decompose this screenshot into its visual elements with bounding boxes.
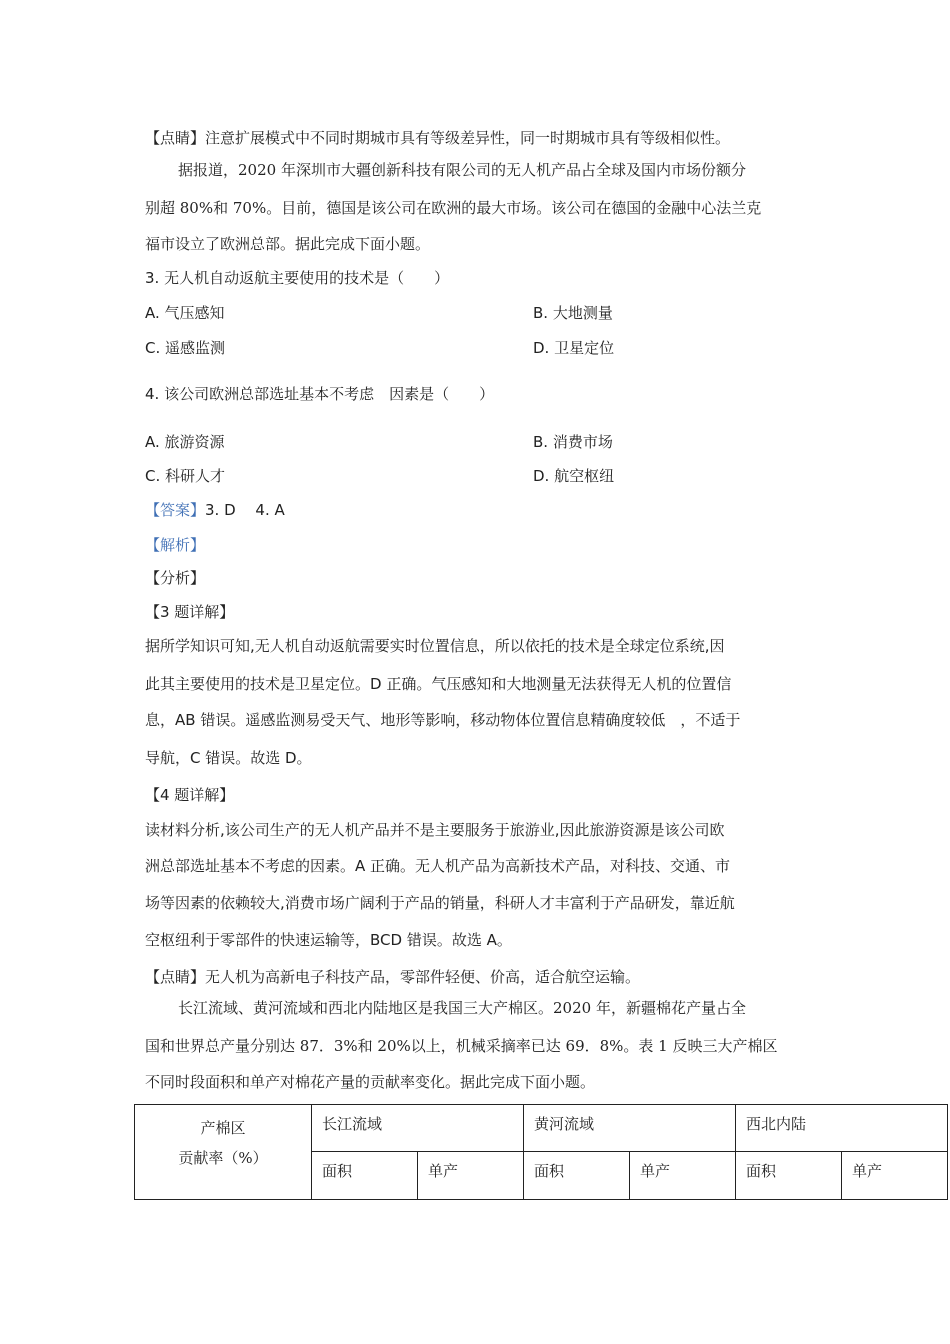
dianjing-line-2: 【点睛】无人机为高新电子科技产品，零部件轻便、价高，适合航空运输。 — [145, 968, 641, 986]
fenxi-tag: 【分析】 — [145, 569, 206, 587]
material-paragraph-line: 据报道，2020 年深圳市大疆创新科技有限公司的无人机产品占全球及国内市场份额分 — [178, 161, 746, 179]
material-paragraph-2-line: 不同时段面积和单产对棉花产量的贡献率变化。据此完成下面小题。 — [145, 1073, 596, 1091]
detail-4-line: 场等因素的依赖较大,消费市场广阔利于产品的销量，科研人才丰富利于产品研发，靠近航 — [145, 894, 735, 912]
table-sub-header: 单产 — [418, 1152, 524, 1200]
question-4-option-a: A. 旅游资源 — [145, 433, 225, 451]
question-4-stem: 4. 该公司欧洲总部选址基本不考虑 因素是（ ） — [145, 385, 495, 403]
table-region-header: 黄河流域 — [524, 1105, 736, 1152]
dianjing-line: 【点睛】注意扩展模式中不同时期城市具有等级差异性，同一时期城市具有等级相似性。 — [145, 129, 731, 147]
table-corner-top: 产棉区 — [200, 1119, 246, 1137]
table-region-header: 西北内陆 — [736, 1105, 948, 1152]
table-sub-header: 单产 — [842, 1152, 948, 1200]
question-4-option-d: D. 航空枢纽 — [533, 467, 615, 485]
table-sub-header: 单产 — [630, 1152, 736, 1200]
table-sub-header: 面积 — [736, 1152, 842, 1200]
answer-text: 3. D 4. A — [205, 501, 285, 519]
question-3-option-c: C. 遥感监测 — [145, 339, 226, 357]
material-paragraph-line: 别超 80%和 70%。目前，德国是该公司在欧洲的最大市场。该公司在德国的金融中心法兰克 — [145, 199, 762, 217]
answer-line — [145, 500, 285, 520]
table-sub-header: 面积 — [524, 1152, 630, 1200]
detail-3-line: 导航，C 错误。故选 D。 — [145, 749, 312, 767]
table-corner-bottom: 贡献率（%） — [178, 1149, 268, 1167]
detail-4-title: 【4 题详解】 — [145, 786, 235, 804]
question-3-stem: 3. 无人机自动返航主要使用的技术是（ ） — [145, 269, 450, 287]
answer-tag: 【答案】 — [145, 501, 206, 519]
detail-4-line: 空枢纽利于零部件的快速运输等，BCD 错误。故选 A。 — [145, 931, 512, 949]
analysis-tag: 【解析】 — [145, 536, 206, 554]
material-paragraph-line: 福市设立了欧洲总部。据此完成下面小题。 — [145, 235, 431, 253]
question-3-option-a: A. 气压感知 — [145, 304, 225, 322]
question-4-option-c: C. 科研人才 — [145, 467, 226, 485]
question-3-option-b: B. 大地测量 — [533, 304, 613, 322]
detail-3-line: 此其主要使用的技术是卫星定位。D 正确。气压感知和大地测量无法获得无人机的位置信 — [145, 675, 732, 693]
question-4-option-b: B. 消费市场 — [533, 433, 613, 451]
detail-3-line: 据所学知识可知,无人机自动返航需要实时位置信息，所以依托的技术是全球定位系统,因 — [145, 637, 725, 655]
detail-4-line: 洲总部选址基本不考虑的因素。A 正确。无人机产品为高新技术产品，对科技、交通、市 — [145, 857, 731, 875]
table-region-header: 长江流域 — [312, 1105, 524, 1152]
material-paragraph-2-line: 长江流域、黄河流域和西北内陆地区是我国三大产棉区。2020 年，新疆棉花产量占全 — [178, 999, 746, 1017]
question-3-option-d: D. 卫星定位 — [533, 339, 615, 357]
material-paragraph-2-line: 国和世界总产量分别达 87．3%和 20%以上，机械采摘率已达 69．8%。表 1 反映三大产棉区 — [145, 1037, 778, 1055]
table-corner-cell — [135, 1105, 312, 1200]
table-sub-header: 面积 — [312, 1152, 418, 1200]
cotton-contribution-table — [134, 1104, 948, 1200]
detail-4-line: 读材料分析,该公司生产的无人机产品并不是主要服务于旅游业,因此旅游资源是该公司欧 — [145, 821, 725, 839]
detail-3-line: 息，AB 错误。遥感监测易受天气、地形等影响，移动物体位置信息精确度较低 ，不适于 — [145, 711, 741, 729]
detail-3-title: 【3 题详解】 — [145, 603, 235, 621]
